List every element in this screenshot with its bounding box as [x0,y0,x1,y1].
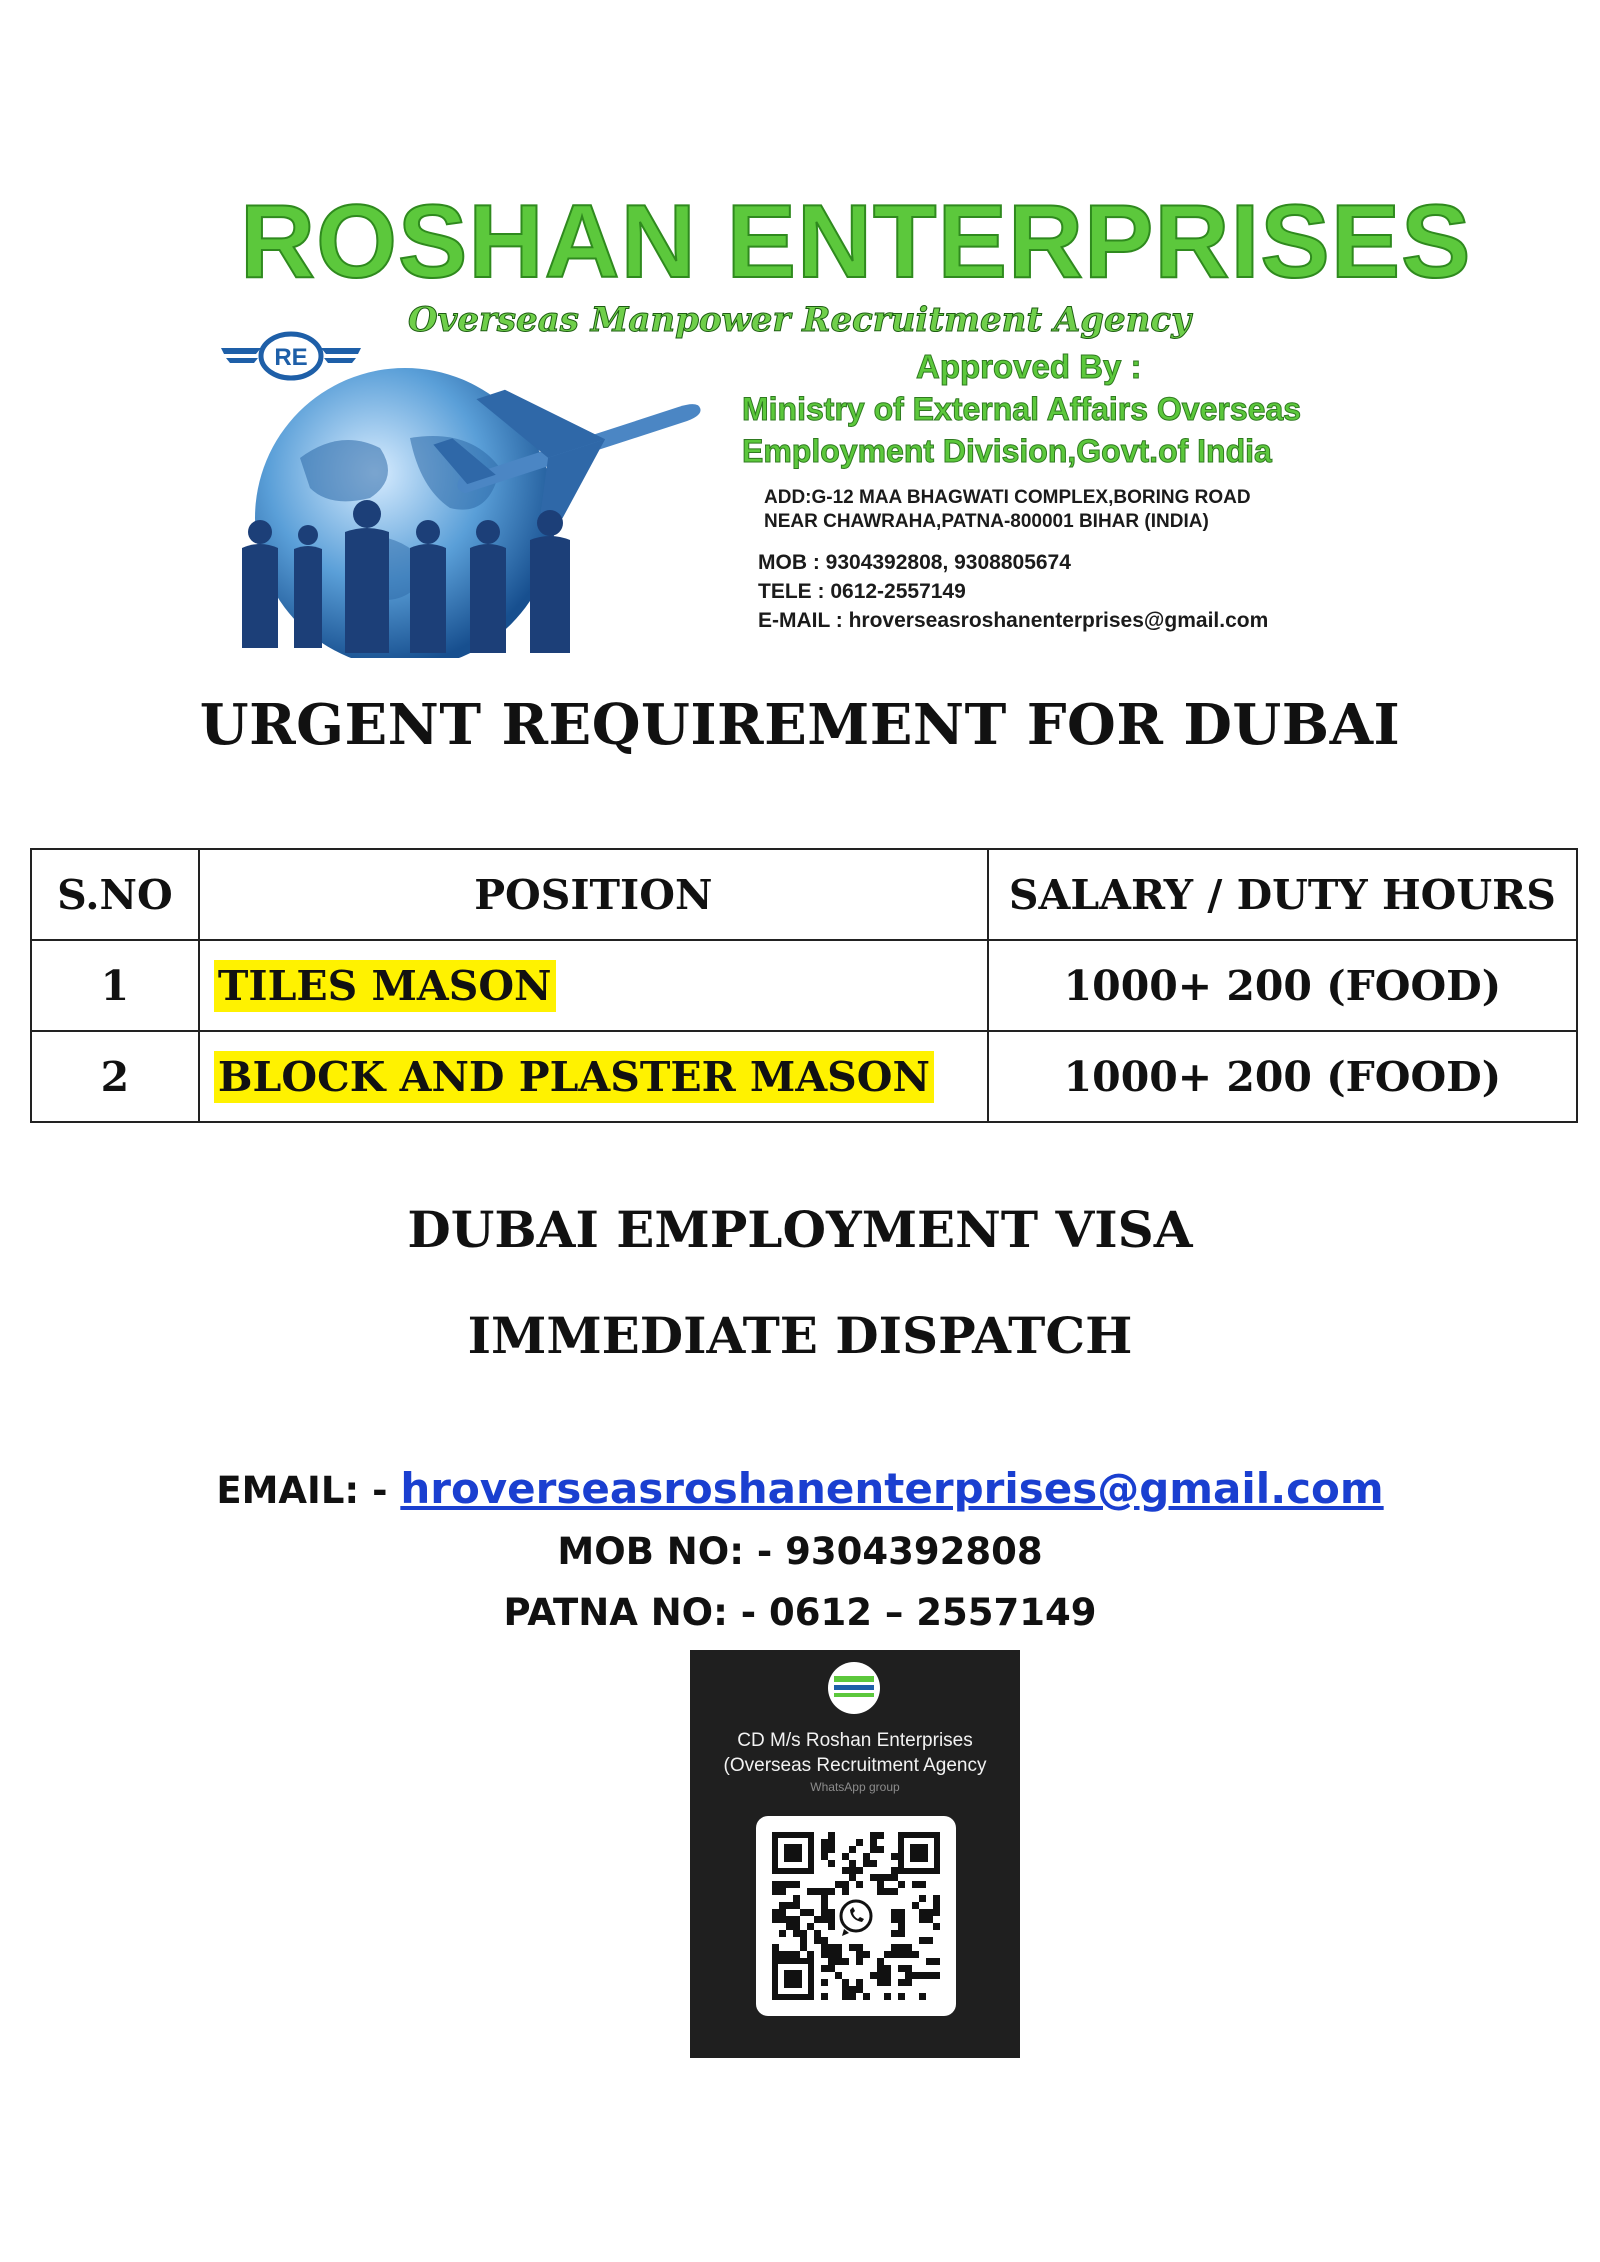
whatsapp-group-qr-card [690,1650,1020,2058]
column-header-salary: SALARY / DUTY HOURS [988,849,1577,940]
column-header-sno: S.NO [31,849,199,940]
brand-name: ROSHAN ENTERPRISES [240,184,1472,300]
group-name [690,1728,1020,1778]
email-row [0,1464,1600,1513]
globe-airplane-illustration [230,368,750,658]
emblem-text: RE [274,344,308,371]
row-salary: 1000+ 200 (FOOD) [988,940,1577,1031]
logo-mob: MOB : 9304392808, 9308805674 [758,551,1071,574]
ministry-text [742,388,1301,472]
row-sno: 1 [31,940,199,1031]
patna-phone-number: PATNA NO: - 0612 – 2557149 [503,1591,1097,1634]
visa-type: DUBAI EMPLOYMENT VISA [407,1200,1193,1259]
email-label: EMAIL: - [216,1469,401,1512]
address-line: ADD:G-12 MAA BHAGWATI COMPLEX,BORING ROAD [764,487,1251,508]
table-header-row [31,849,1577,940]
company-address [764,486,1251,534]
qr-code[interactable] [756,1816,956,2016]
company-logo-banner [210,184,1472,655]
mobile-number: MOB NO: - 9304392808 [557,1530,1043,1573]
row-position: BLOCK AND PLASTER MASON [214,1051,934,1103]
row-salary: 1000+ 200 (FOOD) [988,1031,1577,1122]
brand-tagline: Overseas Manpower Recruitment Agency [408,300,1191,340]
approved-by-label: Approved By : [916,348,1142,385]
group-type-label: WhatsApp group [810,1780,900,1794]
address-line: NEAR CHAWRAHA,PATNA-800001 BIHAR (INDIA) [764,511,1209,532]
ministry-line: Employment Division,Govt.of India [742,433,1272,469]
table-row [31,1031,1577,1122]
row-sno: 2 [31,1031,199,1122]
whatsapp-icon [836,1896,876,1936]
logo-email: E-MAIL : hroverseasroshanenterprises@gmail.com [758,609,1269,632]
email-link[interactable]: hroverseasroshanenterprises@gmail.com [400,1464,1384,1513]
group-name-line: CD M/s Roshan Enterprises [737,1730,973,1751]
group-avatar [828,1662,880,1714]
row-position: TILES MASON [214,960,556,1012]
column-header-position: POSITION [199,849,988,940]
row-position-cell [199,1031,988,1122]
table-row [31,940,1577,1031]
dispatch-status: IMMEDIATE DISPATCH [467,1306,1133,1365]
logo-tele: TELE : 0612-2557149 [758,580,966,603]
jobs-table [30,848,1578,1123]
group-name-line: (Overseas Recruitment Agency [723,1755,987,1776]
row-position-cell [199,940,988,1031]
ministry-line: Ministry of External Affairs Overseas [742,391,1302,427]
page-title: URGENT REQUIREMENT FOR DUBAI [199,692,1401,758]
logo-contact-details [758,548,1268,635]
